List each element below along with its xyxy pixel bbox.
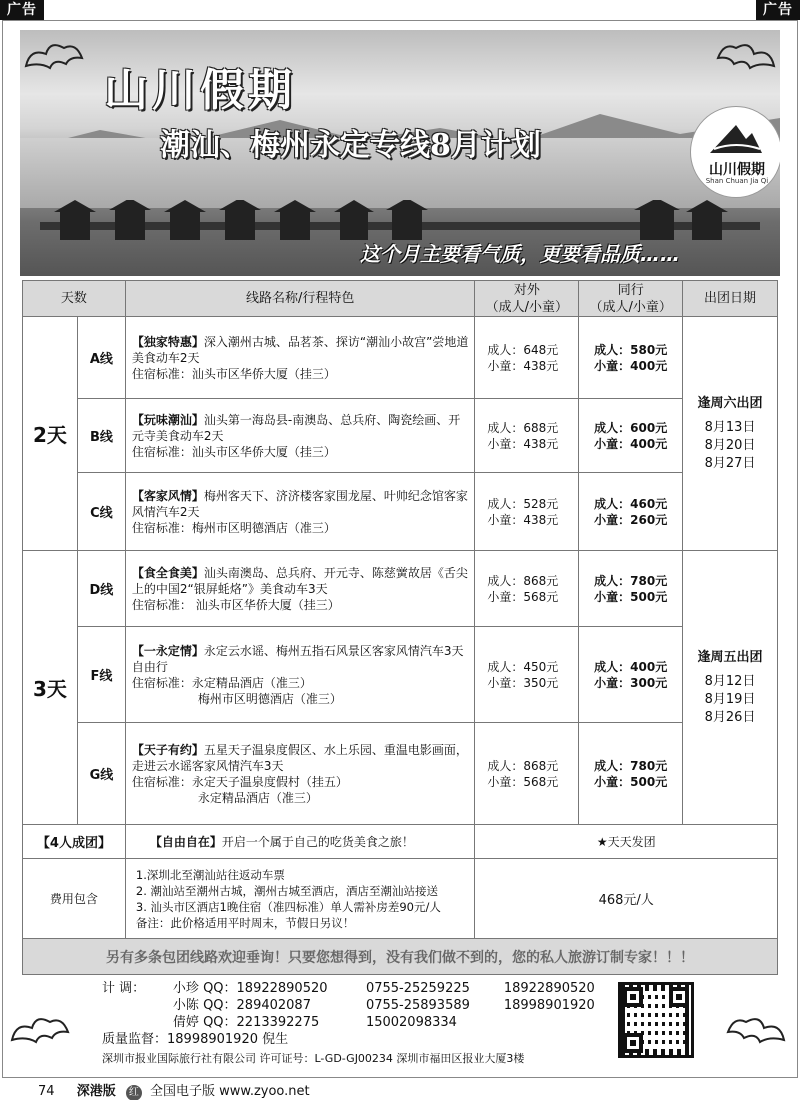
table-header [23, 281, 778, 317]
date-item: 8月19日 [704, 691, 756, 707]
supervision: 质量监督：18998901920 倪生 [102, 1032, 289, 1047]
contact-name-qq [173, 1014, 366, 1031]
public-child-price: 小童：568元 [487, 774, 559, 789]
page-number: 74 [38, 1084, 55, 1099]
peer-adult-price: 成人：460元 [594, 496, 668, 511]
header-public-price: 对外 （成人/小童） [475, 281, 579, 317]
table-row [23, 473, 778, 551]
peer-price [579, 399, 683, 473]
route-tag: 【独家特惠】 [131, 334, 204, 349]
itinerary-table [22, 280, 778, 975]
group-tour-label: 【4人成团】 [23, 825, 126, 859]
note-row [23, 939, 778, 975]
cloud-ornament-icon [6, 1010, 76, 1050]
public-adult-price: 成人：868元 [487, 758, 559, 773]
contact-row [102, 997, 622, 1014]
date-item: 8月20日 [704, 437, 756, 453]
table-row [23, 627, 778, 723]
public-price [475, 627, 579, 723]
group-tour-description [125, 825, 475, 859]
line-code: G线 [77, 723, 125, 825]
brand-logo [690, 106, 780, 198]
table-row [23, 551, 778, 627]
fee-label: 费用包含 [23, 859, 126, 939]
table-row [23, 723, 778, 825]
date-item: 8月26日 [704, 709, 756, 725]
ad-label-left: 广告 [0, 0, 44, 20]
route-tag: 【客家风情】 [131, 488, 204, 503]
peer-adult-price: 成人：780元 [594, 758, 668, 773]
route-text: 梅州客天下、济济楼客家围龙屋、叶帅纪念馆客家风情汽车2天 [131, 488, 468, 519]
mountain-logo-icon [706, 119, 766, 159]
public-adult-price: 成人：688元 [487, 420, 559, 435]
peer-price [579, 317, 683, 399]
page-footer [38, 1080, 310, 1100]
header-route: 线路名称/行程特色 [125, 281, 475, 317]
route-tag: 【食全食美】 [131, 565, 204, 580]
public-price [475, 473, 579, 551]
stay-standard: 住宿标准：梅州市区明德酒店（准三） [131, 520, 336, 535]
fee-item: 备注：此价格适用平时周末，节假日另议！ [135, 915, 355, 930]
contact-row [102, 980, 622, 997]
cloud-ornament-icon [20, 36, 90, 76]
qr-code-icon [618, 982, 694, 1058]
route-description [125, 723, 475, 825]
route-text: 深入潮州古城、品茗茶、探访“潮汕小故宫”尝地道美食动车2天 [131, 334, 469, 365]
line-code: F线 [77, 627, 125, 723]
public-adult-price: 成人：450元 [487, 659, 559, 674]
contact-mobile: 18998901920 [503, 998, 595, 1013]
contact-qq: QQ：2213392275 [203, 1015, 320, 1030]
slogan: 这个月主要看气质，更要看品质…… [360, 242, 680, 266]
custom-tour-note: 另有多条包团线路欢迎垂询！只要您想得到，没有我们做不到的，您的私人旅游订制专家！！！ [23, 939, 778, 975]
route-text: 汕头南澳岛、总兵府、开元寺、陈慈黉故居《舌尖上的中国2“银屏蚝烙”》美食动车3天 [131, 565, 468, 596]
cloud-ornament-icon [720, 1010, 790, 1050]
public-adult-price: 成人：648元 [487, 342, 559, 357]
route-text: 永定云水谣、梅州五指石风景区客家风情汽车3天自由行 [131, 643, 464, 674]
stay-standard: 住宿标准：汕头市区华侨大厦（挂三） [131, 366, 336, 381]
date-item: 8月13日 [704, 419, 756, 435]
day-label: 2天 [23, 317, 78, 551]
contact-name: 小陈 [172, 998, 199, 1013]
route-description [125, 627, 475, 723]
contact-tel: 0755-25893589 [365, 998, 470, 1013]
website[interactable]: 全国电子版 www.zyoo.net [149, 1084, 310, 1099]
stay-standard: 住宿标准：汕头市区华侨大厦（挂三） [131, 444, 336, 459]
line-code: C线 [77, 473, 125, 551]
contact-row [102, 1014, 622, 1031]
contact-qq: QQ：18922890520 [203, 981, 328, 996]
fee-price: 468元/人 [475, 859, 778, 939]
line-code: D线 [77, 551, 125, 627]
edition-badge: 红 [126, 1085, 142, 1100]
line-code: A线 [77, 317, 125, 399]
contact-name-qq [173, 980, 366, 997]
contact-mobile [504, 1014, 622, 1031]
fee-items [125, 859, 475, 939]
route-text: 五星天子温泉度假区、水上乐园、重温电影画面，走进云水谣客家风情汽车3天 [131, 742, 468, 773]
route-title: 潮汕、梅州永定专线8月计划 [160, 128, 541, 163]
departure-dates [683, 551, 778, 825]
public-price [475, 551, 579, 627]
header-departure: 出团日期 [683, 281, 778, 317]
contact-qq: QQ：289402087 [203, 998, 311, 1013]
peer-price [579, 473, 683, 551]
fee-item: 1.深圳北至潮汕站往返动车票 [135, 867, 285, 882]
peer-child-price: 小童：500元 [594, 774, 668, 789]
peer-adult-price: 成人：400元 [594, 659, 668, 674]
route-tag: 【天子有约】 [131, 742, 204, 757]
group-tour-tag: 【自由自在】 [149, 834, 222, 849]
date-item: 8月12日 [704, 673, 756, 689]
peer-price [579, 723, 683, 825]
public-price [475, 723, 579, 825]
route-description [125, 473, 475, 551]
public-child-price: 小童：438元 [487, 436, 559, 451]
banner [20, 30, 780, 276]
group-tour-row [23, 825, 778, 859]
fee-row [23, 859, 778, 939]
fee-item: 2. 潮汕站至潮州古城，潮州古城至酒店，酒店至潮汕站接送 [135, 883, 438, 898]
route-tag: 【玩味潮汕】 [131, 412, 204, 427]
route-tag: 【一永定情】 [131, 643, 204, 658]
group-tour-text: 开启一个属于自己的吃货美食之旅！ [221, 834, 414, 849]
stay-standard: 住宿标准：永定天子温泉度假村（挂五） [131, 774, 348, 789]
dates-heading: 逢周五出团 [697, 649, 763, 665]
stay-standard: 住宿标准：永定精品酒店（准三） [131, 675, 312, 690]
group-tour-schedule: ★天天发团 [475, 825, 778, 859]
ad-label-right: 广告 [756, 0, 800, 20]
contact-name: 倩婷 [172, 1015, 199, 1030]
logo-pinyin: Shan Chuan Jia Qi [705, 177, 769, 185]
date-item: 8月27日 [704, 455, 756, 471]
route-text: 汕头第一海岛县-南澳岛、总兵府、陶瓷绘画、开元寺美食动车2天 [131, 412, 461, 443]
peer-adult-price: 成人：580元 [594, 342, 668, 357]
contact-label: 计 调： [102, 981, 146, 996]
table-row [23, 317, 778, 399]
brand-title: 山川假期 [104, 65, 296, 116]
public-child-price: 小童：438元 [487, 512, 559, 527]
peer-adult-price: 成人：780元 [594, 573, 668, 588]
route-description [125, 551, 475, 627]
public-child-price: 小童：568元 [487, 589, 559, 604]
contact-block [102, 980, 622, 1048]
contact-mobile: 18922890520 [503, 981, 595, 996]
contact-tel: 15002098334 [365, 1015, 457, 1030]
peer-child-price: 小童：260元 [594, 512, 668, 527]
peer-price [579, 551, 683, 627]
peer-child-price: 小童：500元 [594, 589, 668, 604]
peer-child-price: 小童：400元 [594, 436, 668, 451]
contact-name: 小珍 [172, 981, 199, 996]
route-description [125, 399, 475, 473]
public-price [475, 399, 579, 473]
stay-standard-extra: 永定精品酒店（准三） [197, 790, 318, 805]
route-description [125, 317, 475, 399]
company-info: 深圳市报业国际旅行社有限公司 许可证号：L-GD-GJ00234 深圳市福田区报业大厦3楼 [102, 1052, 525, 1065]
fee-item: 3. 汕头市区酒店1晚住宿（准四标准）单人需补房差90元/人 [135, 899, 441, 914]
peer-price [579, 627, 683, 723]
public-price [475, 317, 579, 399]
public-child-price: 小童：350元 [487, 675, 559, 690]
contact-tel: 0755-25259225 [365, 981, 470, 996]
peer-adult-price: 成人：600元 [594, 420, 668, 435]
line-code: B线 [77, 399, 125, 473]
departure-dates [683, 317, 778, 551]
day-label: 3天 [23, 551, 78, 825]
public-adult-price: 成人：528元 [487, 496, 559, 511]
cloud-ornament-icon [710, 36, 780, 76]
logo-name: 山川假期 [709, 162, 765, 178]
table-row [23, 399, 778, 473]
stay-standard-extra: 梅州市区明德酒店（准三） [197, 691, 342, 706]
public-child-price: 小童：438元 [487, 358, 559, 373]
peer-child-price: 小童：300元 [594, 675, 668, 690]
peer-child-price: 小童：400元 [594, 358, 668, 373]
header-days: 天数 [23, 281, 126, 317]
public-adult-price: 成人：868元 [487, 573, 559, 588]
edition: 深港版 [76, 1084, 116, 1099]
dates-heading: 逢周六出团 [697, 395, 763, 411]
header-peer-price: 同行 （成人/小童） [579, 281, 683, 317]
contact-name-qq [173, 997, 366, 1014]
stay-standard: 住宿标准： 汕头市区华侨大厦（挂三） [131, 597, 340, 612]
